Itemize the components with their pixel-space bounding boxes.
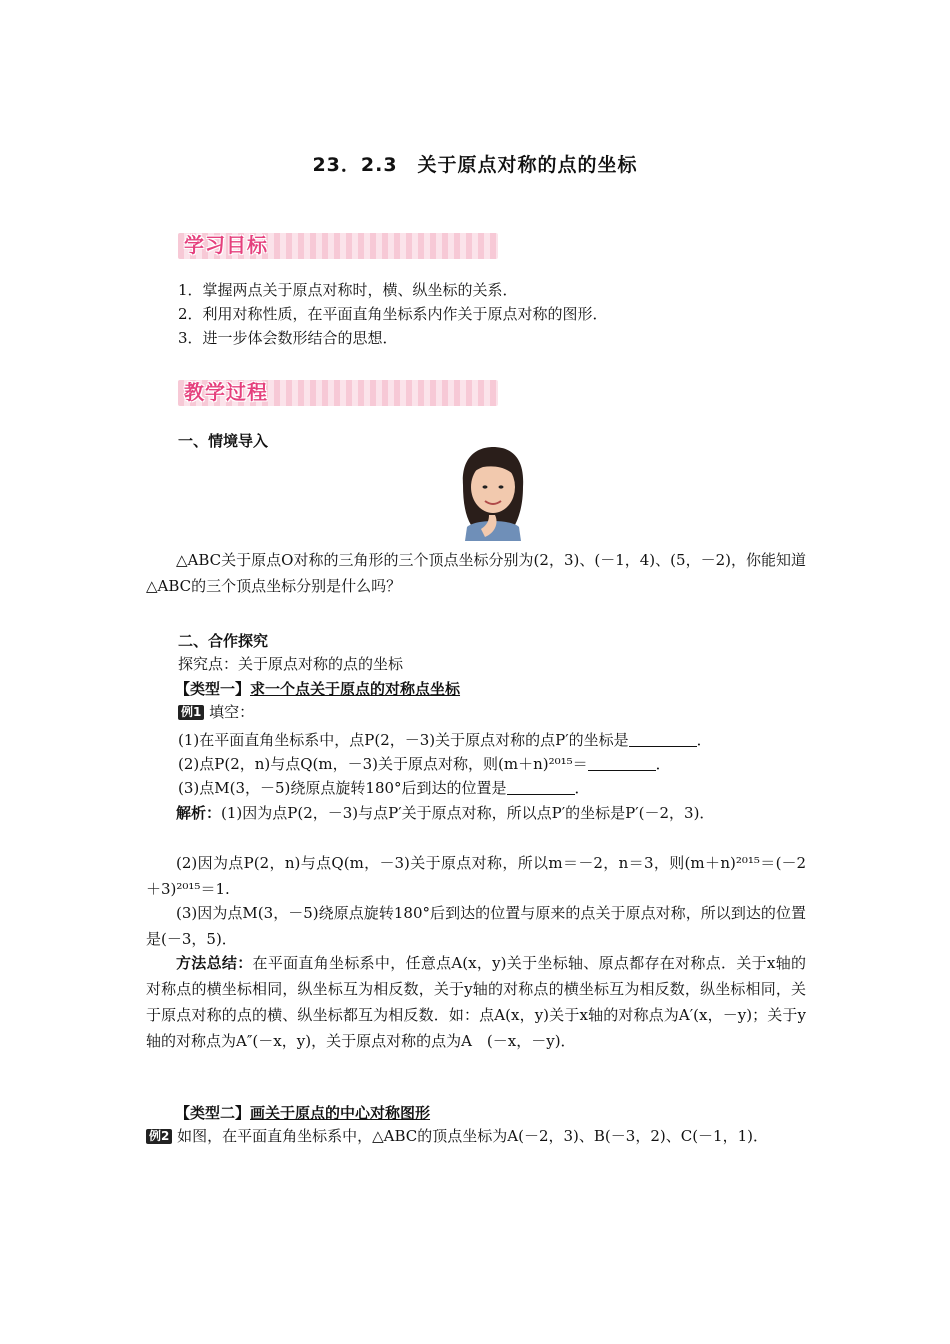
question-3-text: (3)点M(3，－5)绕原点旋转180°后到达的位置是: [178, 779, 507, 797]
example2-text: 如图，在平面直角坐标系中，△ABC的顶点坐标为A(－2，3)、B(－3，2)、C(－1，1)．: [177, 1127, 768, 1145]
example1-badge: 例1: [178, 705, 204, 720]
question-1-text: (1)在平面直角坐标系中，点P(2，－3)关于原点对称的点P′的坐标是: [178, 731, 629, 749]
goal-item-3: 3．进一步体会数形结合的思想．: [178, 329, 398, 347]
answer-blank-2: [588, 756, 656, 771]
section1-heading: 一、情境导入: [178, 432, 269, 450]
section2-heading: 二、合作探究: [178, 632, 269, 650]
question-1: [178, 727, 838, 753]
girl-photo: [455, 445, 531, 541]
goals-banner: [178, 233, 498, 259]
process-banner-label: 教学过程: [184, 380, 268, 404]
solution-1: [146, 800, 806, 826]
goal-item-2: 2．利用对称性质，在平面直角坐标系内作关于原点对称的图形．: [178, 305, 608, 323]
type1-title: 求一个点关于原点的对称点坐标: [250, 680, 461, 698]
answer-blank-1: [629, 732, 697, 747]
page-title: 23．2.3 关于原点对称的点的坐标: [312, 154, 638, 176]
question-2-end: ．: [655, 755, 671, 773]
solution-3: (3)因为点M(3，－5)绕原点旋转180°后到达的位置与原来的点关于原点对称，所以到达的位置是(－3，5)．: [146, 904, 806, 948]
solution-label: 解析：: [176, 804, 222, 822]
example1-intro: [178, 699, 838, 725]
example2-badge: 例2: [146, 1129, 172, 1144]
question-3: [178, 775, 838, 801]
inquiry-point: 探究点：关于原点对称的点的坐标: [178, 655, 404, 673]
method-label: 方法总结：: [176, 954, 253, 972]
question-3-end: ．: [574, 779, 590, 797]
type2-bracket: 【类型二】: [175, 1104, 251, 1122]
solution-1-text: (1)因为点P(2，－3)与点P′关于原点对称，所以点P′的坐标是P′(－2，3)．: [221, 804, 715, 822]
example1-prompt: 填空：: [209, 703, 255, 721]
method-summary: [146, 950, 806, 1054]
section1-text: △ABC关于原点O对称的三角形的三个顶点坐标分别为(2，3)、(－1，4)、(5，－2)，你能知道△ABC的三个顶点坐标分别是什么吗？: [146, 551, 806, 595]
example2: [146, 1123, 806, 1149]
question-1-end: ．: [696, 731, 712, 749]
goals-banner-label: 学习目标: [184, 233, 268, 257]
process-banner: [178, 380, 498, 406]
solution-2: (2)因为点P(2，n)与点Q(m，－3)关于原点对称，所以m＝－2，n＝3，则(m＋n)²⁰¹⁵＝(－2＋3)²⁰¹⁵＝1.: [146, 854, 806, 898]
question-2: [178, 751, 838, 777]
answer-blank-3: [507, 780, 575, 795]
question-2-text: (2)点P(2，n)与点Q(m，－3)关于原点对称，则(m＋n)²⁰¹⁵＝: [178, 755, 588, 773]
goal-item-1: 1．掌握两点关于原点对称时，横、纵坐标的关系．: [178, 281, 518, 299]
type1-bracket: 【类型一】: [175, 680, 251, 698]
method-text: 在平面直角坐标系中，任意点A(x，y)关于坐标轴、原点都存在对称点．关于x轴的对称点的横坐标相同，纵坐标互为相反数，关于y轴的对称点的横坐标互为相反数，纵坐标相同，关于原点对称的点的横、纵坐标都互为相反数．如：点A(x，y)关于x轴的对称点为A′(x，－y)；关于y轴的对称点为A″(－x，y)，关于原点对称的点为A (－x，－y)．: [146, 954, 806, 1050]
type2-title: 画关于原点的中心对称图形: [250, 1104, 431, 1122]
